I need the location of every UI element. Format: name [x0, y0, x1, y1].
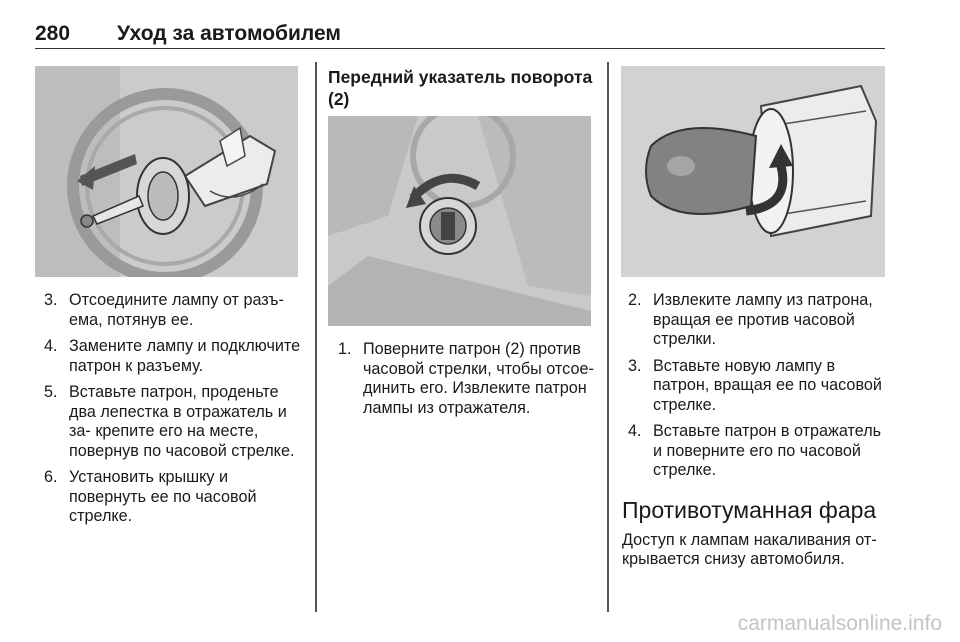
column-3	[622, 291, 890, 570]
page-number: 280	[35, 22, 71, 45]
illustration-bulb-socket	[621, 66, 885, 277]
watermark: carmanualsonline.info	[737, 612, 942, 635]
illustration-turn-signal-socket	[328, 116, 591, 326]
bulb-socket-drawing	[621, 66, 885, 277]
step-item: 4. Замените лампу и подключите патрон к разъему.	[44, 337, 301, 375]
step-item: 2. Извлеките лампу из патрона, вращая ее против часовой стрелки.	[628, 291, 873, 348]
section-title-turn-signal: Передний указатель поворота (2)	[328, 67, 593, 109]
chapter-title: Уход за автомобилем	[117, 22, 341, 45]
column-divider-2	[607, 62, 609, 612]
column-2-heading	[328, 66, 594, 110]
step-item: 6. Установить крышку и повернуть ее по часовой стрелке.	[44, 468, 257, 525]
column-1-steps	[44, 291, 302, 527]
step-item: 1. Поверните патрон (2) против часовой стрелки, чтобы отсое- динить его. Извлеките патрон лампы из отражателя.	[338, 340, 594, 417]
step-item: 3. Вставьте новую лампу в патрон, вращая ее по часовой стрелке.	[628, 356, 882, 414]
column-3-steps	[628, 291, 890, 481]
step-item: 3. Отсоедините лампу от разъ- ема, потянув ее.	[44, 291, 284, 329]
step-item: 5. Вставьте патрон, проденьте два лепестка в отражатель и за- крепите его на месте, повернув по часовой стрелке.	[44, 383, 295, 460]
bulb-connector-drawing	[35, 66, 298, 277]
page-header	[35, 18, 885, 49]
column-1	[44, 291, 302, 534]
column-2	[338, 340, 594, 425]
step-item: 4. Вставьте патрон в отражатель и поверните его по часовой стрелке.	[628, 422, 882, 479]
column-2-steps	[338, 340, 594, 418]
column-divider-1	[315, 62, 317, 612]
section-title-fog-lamp: Противотуманная фара	[622, 496, 877, 523]
turn-signal-drawing	[328, 116, 591, 326]
fog-lamp-paragraph: Доступ к лампам накаливания от- крывается снизу автомобиля.	[622, 530, 877, 568]
illustration-bulb-connector	[35, 66, 298, 277]
